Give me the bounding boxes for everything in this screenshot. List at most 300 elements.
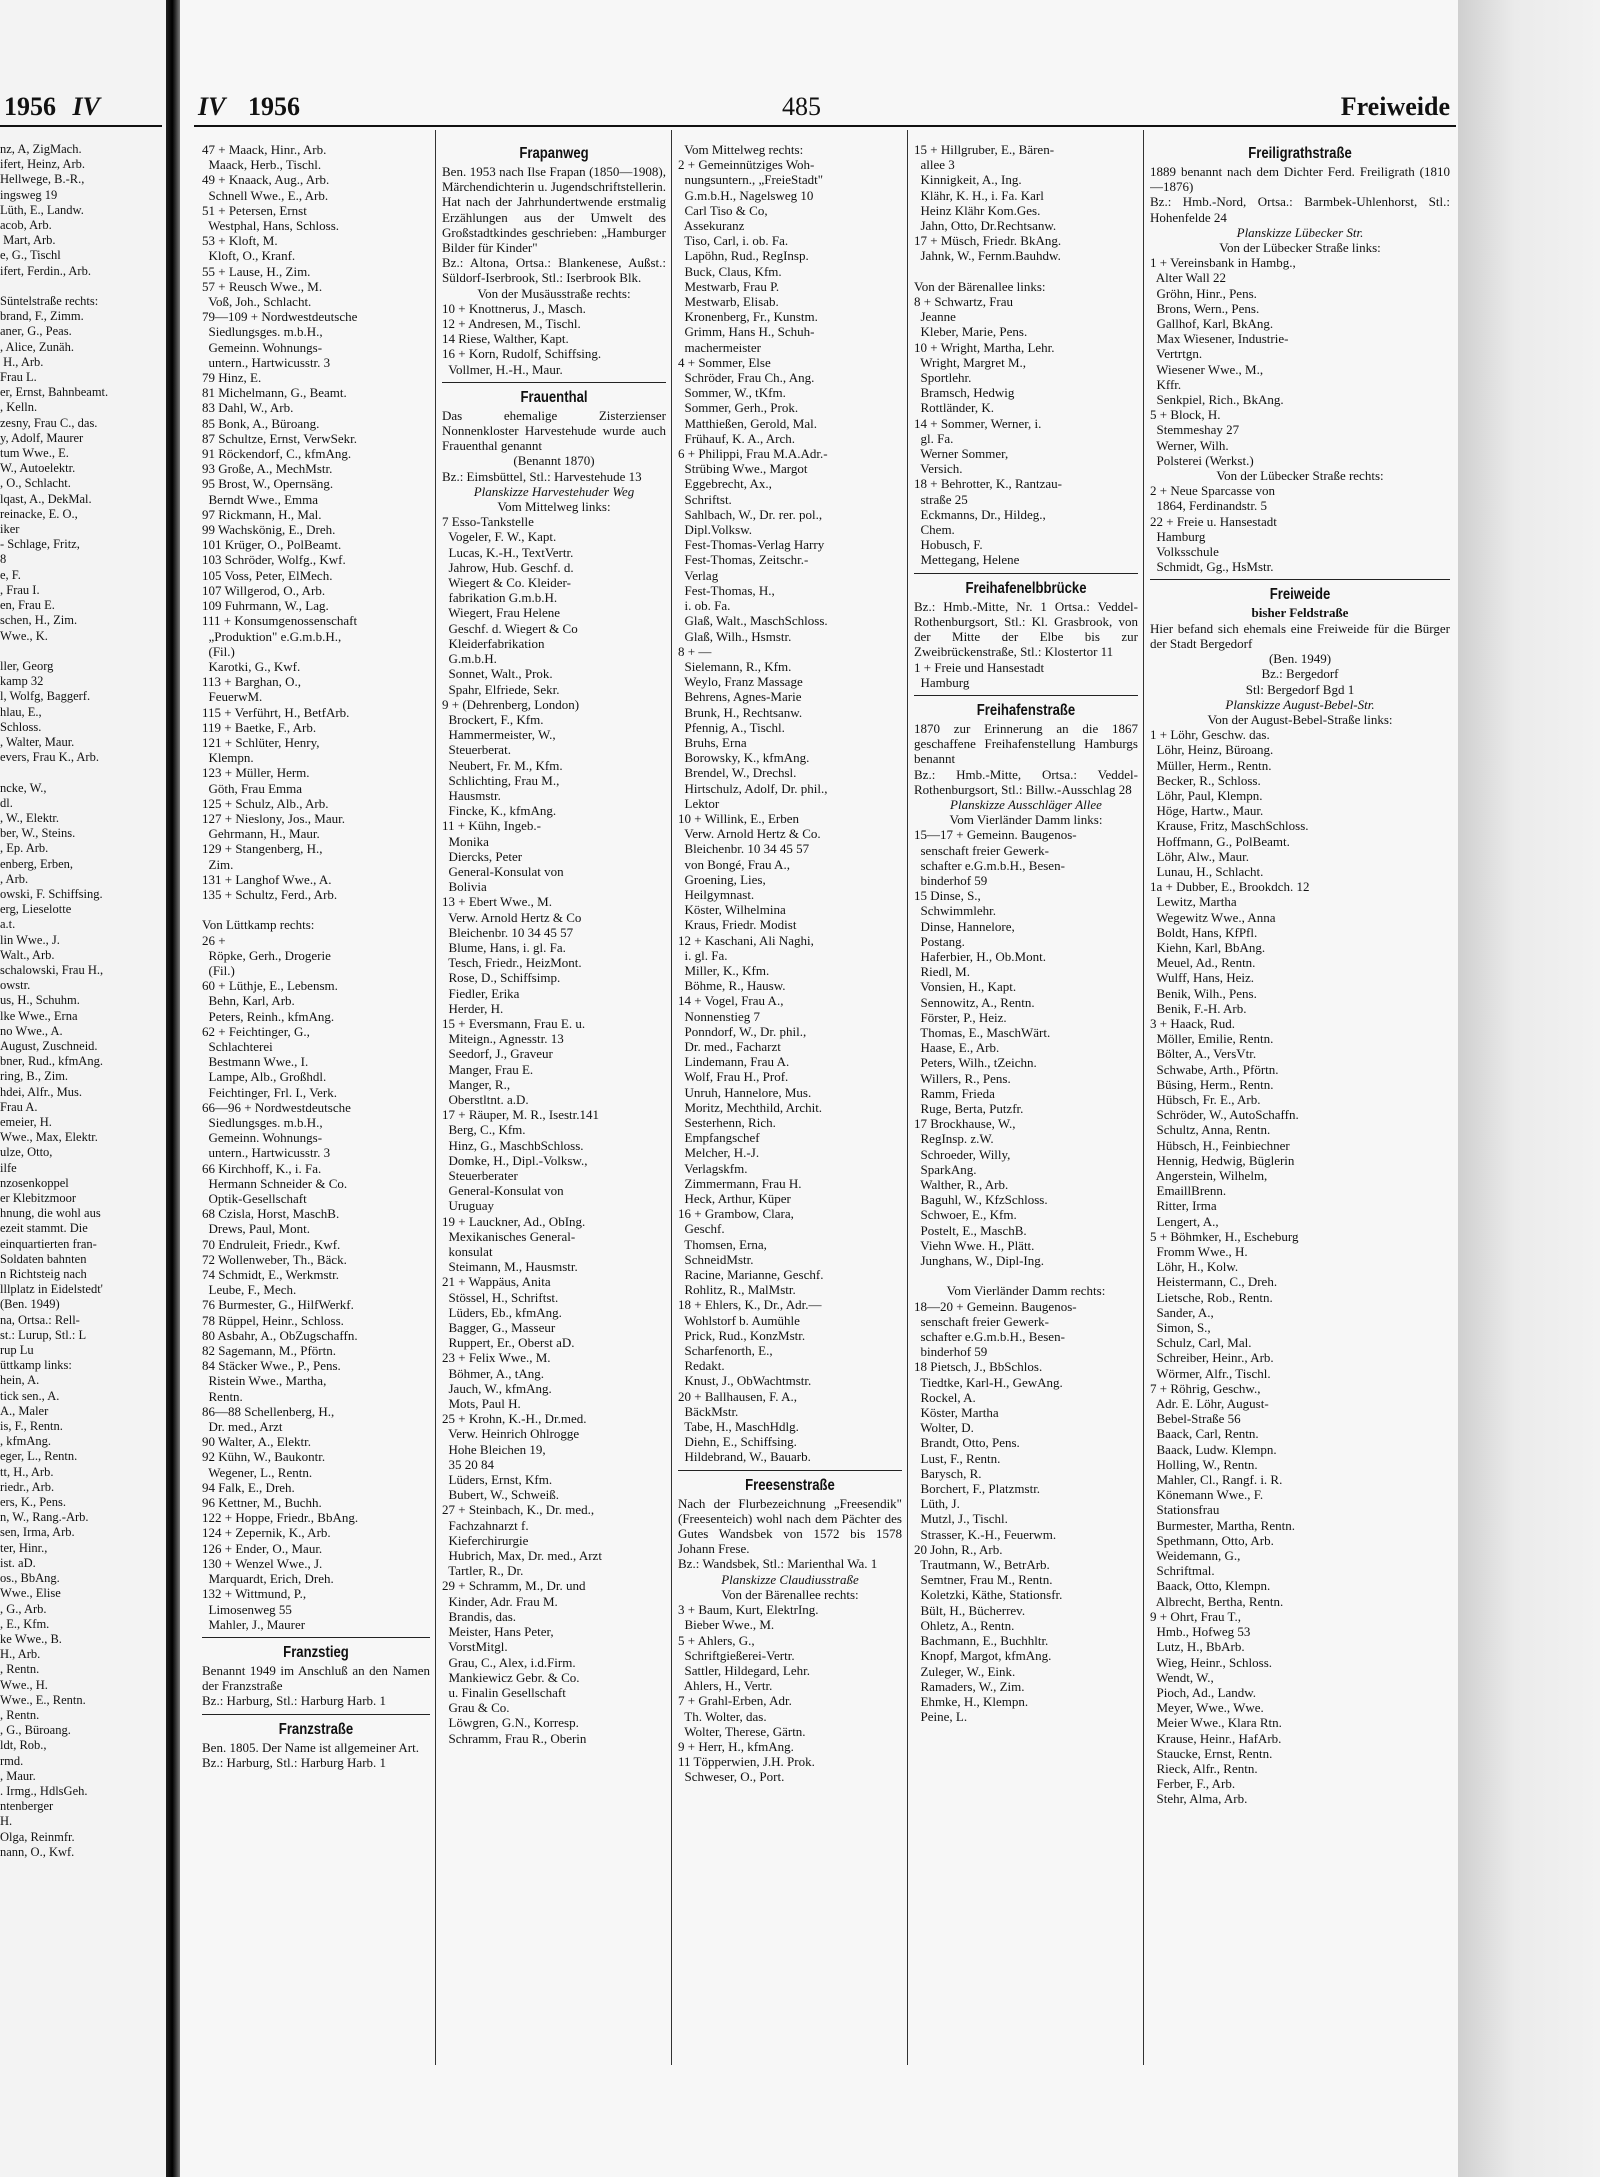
directory-entry: Hohe Bleichen 19, bbox=[442, 1441, 546, 1457]
column-rule-2 bbox=[671, 130, 672, 2065]
entries bbox=[442, 301, 666, 377]
directory-entry: Glaß, Wilh., Hsmstr. bbox=[678, 628, 792, 644]
directory-entry: , Kelln. bbox=[0, 400, 38, 415]
directory-entry: Schulz, Carl, Mal. bbox=[1150, 1335, 1252, 1351]
directory-entry: Hamburg bbox=[914, 674, 970, 690]
directory-entry: Kinder, Adr. Frau M. bbox=[442, 1593, 558, 1609]
directory-entry: Manger, R., bbox=[442, 1076, 511, 1092]
directory-entry: zesny, Frau C., das. bbox=[0, 415, 98, 430]
directory-entry: Löhr, Alw., Maur. bbox=[1150, 848, 1250, 864]
directory-entry: Grau & Co. bbox=[442, 1700, 510, 1716]
directory-entry: EmaillBrenn. bbox=[1150, 1183, 1227, 1199]
left-page-volume: IV bbox=[72, 92, 100, 121]
directory-entry: u. Finalin Gesellschaft bbox=[442, 1684, 566, 1700]
directory-entry: 14 Riese, Walther, Kapt. bbox=[442, 331, 569, 347]
directory-entry: Schriftmal. bbox=[1150, 1563, 1215, 1579]
column-rule-1 bbox=[435, 130, 436, 2065]
directory-entry: 9 + (Dehrenberg, London) bbox=[442, 696, 580, 712]
column-3 bbox=[678, 142, 902, 2052]
directory-entry: Neubert, Fr. M., Kfm. bbox=[442, 757, 563, 773]
directory-entry: Meier Wwe., Klara Rtn. bbox=[1150, 1715, 1282, 1731]
directory-entry: 76 Burmester, G., HilfWerkf. bbox=[202, 1297, 354, 1313]
directory-entry: Fromm Wwe., H. bbox=[1150, 1244, 1248, 1260]
directory-entry: Bölter, A., VersVtr. bbox=[1150, 1046, 1257, 1062]
directory-entry: 19 + Lauckner, Ad., ObIng. bbox=[442, 1213, 586, 1229]
directory-entry: eger, L., Rentn. bbox=[0, 1449, 78, 1464]
directory-entry: untern., Hartwicusstr. 3 bbox=[202, 1145, 331, 1161]
directory-entry: os., BbAng. bbox=[0, 1571, 60, 1586]
directory-entry: 1a + Dubber, E., Brookdch. 12 bbox=[1150, 879, 1310, 895]
directory-entry: Dinse, Hannelore, bbox=[914, 918, 1015, 934]
directory-entry: Schreiber, Heinr., Arb. bbox=[1150, 1350, 1274, 1366]
directory-entry: Vom Mittelweg rechts: bbox=[678, 142, 804, 157]
directory-entry: evers, Frau K., Arb. bbox=[0, 750, 99, 765]
left-page-year: 1956 bbox=[4, 92, 56, 121]
directory-entry: Kleiderfabrikation bbox=[442, 635, 545, 651]
street-heading-freiligrathstrasse: Freiligrathstraße bbox=[1248, 145, 1352, 162]
directory-entry: Heistermann, C., Dreh. bbox=[1150, 1274, 1278, 1290]
separator bbox=[914, 695, 1138, 696]
directory-entry: 14 + Sommer, Werner, i. bbox=[914, 415, 1042, 431]
directory-entry: Drews, Paul, Mont. bbox=[202, 1221, 310, 1237]
directory-entry: Gehrmann, H., Maur. bbox=[202, 826, 320, 842]
directory-entry: Limosenweg 55 bbox=[202, 1601, 292, 1617]
directory-entry: 8 + — bbox=[678, 643, 712, 659]
directory-entry: Wiegert, Frau Helene bbox=[442, 605, 560, 621]
directory-entry: Rose, D., Schiffsimp. bbox=[442, 970, 561, 986]
directory-entry: 95 Brost, W., Opernsäng. bbox=[202, 476, 334, 492]
directory-entry: tt, H., Arb. bbox=[0, 1464, 54, 1479]
directory-entry: Kffr. bbox=[1150, 376, 1182, 392]
directory-entry: Lunau, H., Schlacht. bbox=[1150, 863, 1264, 879]
directory-entry: Junghans, W., Dipl-Ing. bbox=[914, 1253, 1044, 1269]
directory-entry: Fest-Thomas, H., bbox=[678, 582, 775, 598]
directory-entry: Bült, H., Bücherrev. bbox=[914, 1602, 1026, 1618]
directory-entry: 1864, Ferdinandstr. 5 bbox=[1150, 498, 1267, 514]
directory-entry: Koletzki, Käthe, Stationsfr. bbox=[914, 1587, 1063, 1603]
directory-entry: Peters, Wilh., tZeichn. bbox=[914, 1055, 1037, 1071]
directory-entry: Fincke, K., kfmAng. bbox=[442, 803, 557, 819]
directory-entry: Benik, Wilh., Pens. bbox=[1150, 985, 1257, 1001]
directory-entry: Alter Wall 22 bbox=[1150, 270, 1226, 286]
directory-entry: senschaft freier Gewerk- bbox=[914, 1313, 1049, 1329]
directory-entry: Grimm, Hans H., Schuh- bbox=[678, 324, 815, 340]
directory-entry: 79 Hinz, E. bbox=[202, 370, 262, 386]
directory-entry: Frühauf, K. A., Arch. bbox=[678, 430, 795, 446]
directory-entry: Verlag bbox=[678, 567, 719, 583]
directory-entry: „Produktion" e.G.m.b.H., bbox=[202, 628, 342, 644]
directory-entry: 3 + Haack, Rud. bbox=[1150, 1015, 1235, 1031]
section-heading: Von der Lübecker Straße rechts: bbox=[1216, 468, 1384, 484]
directory-entry: aner, G., Peas. bbox=[0, 324, 72, 339]
directory-entry: Jahn, Otto, Dr.Rechtsanw. bbox=[914, 218, 1057, 234]
directory-entry: Versich. bbox=[914, 461, 963, 477]
directory-entry: Hellwege, B.-R., bbox=[0, 172, 85, 187]
directory-entry: Ruge, Berta, Putzfr. bbox=[914, 1100, 1024, 1116]
directory-entry: Könemann Wwe., F. bbox=[1150, 1487, 1264, 1503]
directory-entry: Peine, L. bbox=[914, 1709, 968, 1725]
directory-entry: Unruh, Hannelore, Mus. bbox=[678, 1084, 812, 1100]
directory-entry: (Fil.) bbox=[202, 643, 235, 659]
directory-entry: 97 Rickmann, H., Mal. bbox=[202, 506, 322, 522]
directory-entry: Jauch, W., kfmAng. bbox=[442, 1380, 552, 1396]
directory-entry: Peters, Reinh., kfmAng. bbox=[202, 1008, 335, 1024]
directory-entry: Voß, Joh., Schlacht. bbox=[202, 294, 312, 310]
directory-entry: Steimann, M., Hausmstr. bbox=[442, 1259, 578, 1275]
directory-entry: Burmester, Martha, Rentn. bbox=[1150, 1517, 1295, 1533]
directory-entry: Brendel, W., Drechsl. bbox=[678, 765, 797, 781]
directory-entry: 111 + Konsumgenossenschaft bbox=[202, 613, 358, 629]
directory-entry: Hinz, G., MaschbSchloss. bbox=[442, 1137, 584, 1153]
directory-entry: , Ep. Arb. bbox=[0, 841, 49, 856]
directory-entry: Dr. med., Arzt bbox=[202, 1419, 283, 1435]
left-page-column bbox=[0, 142, 164, 2052]
directory-entry: Verw. Arnold Hertz & Co bbox=[442, 909, 582, 925]
directory-entry: owstr. bbox=[0, 978, 31, 993]
directory-entry: ifert, Ferdin., Arb. bbox=[0, 263, 91, 278]
directory-entry: G.m.b.H., Nagelsweg 10 bbox=[678, 187, 814, 203]
column-rule-4 bbox=[1143, 130, 1144, 2065]
directory-entry: Blume, Hans, i. gl. Fa. bbox=[442, 939, 566, 955]
directory-entry: 85 Bonk, A., Büroang. bbox=[202, 415, 320, 431]
directory-entry: Th. Wolter, das. bbox=[678, 1708, 767, 1724]
directory-entry: Rohlitz, R., MalMstr. bbox=[678, 1282, 796, 1298]
directory-entry: 103 Schröder, Wolfg., Kwf. bbox=[202, 552, 346, 568]
directory-entry: 20 + Ballhausen, F. A., bbox=[678, 1388, 797, 1404]
directory-entry: Tartler, R., Dr. bbox=[442, 1563, 524, 1579]
directory-entry: 83 Dahl, W., Arb. bbox=[202, 400, 294, 416]
directory-entry: Schwoer, E., Kfm. bbox=[914, 1207, 1017, 1223]
directory-entry: Löwgren, G.N., Korresp. bbox=[442, 1715, 579, 1731]
directory-entry: Hermann Schneider & Co. bbox=[202, 1175, 348, 1191]
directory-entry: lke Wwe., Erna bbox=[0, 1008, 78, 1023]
directory-entry: schafter e.G.m.b.H., Besen- bbox=[914, 857, 1065, 873]
directory-entry: 55 + Lause, H., Zim. bbox=[202, 263, 311, 279]
directory-entry: 62 + Feichtinger, G., bbox=[202, 1023, 310, 1039]
directory-entry: Olga, Reinmfr. bbox=[0, 1829, 75, 1844]
directory-entry: Fiedler, Erika bbox=[442, 985, 520, 1001]
directory-entry: 53 + Kloft, M. bbox=[202, 233, 278, 249]
directory-entry: , Arb. bbox=[0, 871, 29, 886]
directory-entry: Hobusch, F. bbox=[914, 537, 983, 553]
directory-entry: von Bongé, Frau A., bbox=[678, 856, 790, 872]
directory-entry: 11 Töpperwien, J.H. Prok. bbox=[678, 1754, 815, 1770]
directory-entry: e, F. bbox=[0, 567, 21, 582]
directory-entry: Westphal, Hans, Schloss. bbox=[202, 218, 340, 234]
directory-entry: l, Wolfg, Baggerf. bbox=[0, 689, 91, 704]
directory-entry: Ohletz, A., Rentn. bbox=[914, 1617, 1015, 1633]
directory-entry: 125 + Schulz, Alb., Arb. bbox=[202, 795, 329, 811]
directory-entry: 60 + Lüthje, E., Lebensm. bbox=[202, 978, 338, 994]
directory-entry: 5 + Ahlers, G., bbox=[678, 1632, 755, 1648]
directory-entry: er Klebitzmoor bbox=[0, 1191, 77, 1206]
directory-entry: us, H., Schuhm. bbox=[0, 993, 80, 1008]
section-heading: Von der August-Bebel-Straße links: bbox=[1207, 711, 1393, 727]
directory-entry: Gemeinn. Wohnungs- bbox=[202, 339, 323, 355]
directory-entry: 4 + Sommer, Else bbox=[678, 354, 771, 370]
directory-entry: 7 + Grahl-Erben, Adr. bbox=[678, 1693, 792, 1709]
directory-entry: Zimmermann, Frau H. bbox=[678, 1175, 802, 1191]
directory-entry: Sesterhenn, Rich. bbox=[678, 1115, 776, 1130]
entries bbox=[914, 660, 1138, 690]
directory-entry: Klähr, K. H., i. Fa. Karl bbox=[914, 187, 1044, 203]
directory-entry: Löhr, Heinz, Büroang. bbox=[1150, 742, 1274, 758]
directory-entry: 9 + Ohrt, Frau T., bbox=[1150, 1608, 1241, 1624]
street-heading-freihafenelbbruecke: Freihafenelbbrücke bbox=[965, 579, 1087, 597]
directory-entry: Ruppert, Er., Oberst aD. bbox=[442, 1335, 575, 1351]
street-heading-freiweide: Freiweide bbox=[1269, 586, 1331, 604]
directory-entry: Siedlungsges. m.b.H., bbox=[202, 1115, 323, 1130]
directory-entry: 113 + Barghan, O., bbox=[202, 674, 302, 690]
directory-entry: Förster, P., Heiz. bbox=[914, 1009, 1007, 1025]
directory-entry: 84 Stäcker Wwe., P., Pens. bbox=[202, 1358, 341, 1374]
street-heading-frapanweg: Frapanweg bbox=[519, 145, 589, 162]
directory-entry: Chem. bbox=[914, 522, 955, 538]
directory-entry: Schloss. bbox=[0, 719, 42, 734]
directory-entry: Mart, Arb. bbox=[0, 233, 56, 248]
naming-year: (Benannt 1870) bbox=[513, 453, 595, 469]
directory-entry: 29 + Schramm, M., Dr. und bbox=[442, 1578, 586, 1594]
directory-entry: 49 + Knaack, Aug., Arb. bbox=[202, 172, 330, 188]
directory-entry: VorstMitgl. bbox=[442, 1639, 508, 1655]
directory-entry: rmd. bbox=[0, 1753, 24, 1768]
directory-entry: Stemmeshay 27 bbox=[1150, 422, 1240, 438]
directory-entry: Behn, Karl, Arb. bbox=[202, 993, 295, 1009]
directory-entry: Wiegert & Co. Kleider- bbox=[442, 575, 571, 591]
directory-entry: Wwe., Max, Elektr. bbox=[0, 1130, 98, 1145]
directory-entry: ilfe bbox=[0, 1160, 17, 1175]
directory-entry: 126 + Ender, O., Maur. bbox=[202, 1540, 323, 1556]
directory-entry: ldt, Rob., bbox=[0, 1738, 47, 1753]
directory-entry: Borchert, F., Platzmstr. bbox=[914, 1481, 1041, 1497]
directory-entry: Hoffmann, G., PolBeamt. bbox=[1150, 833, 1290, 849]
directory-entry: 1 + Löhr, Geschw. das. bbox=[1150, 727, 1270, 743]
directory-entry bbox=[0, 279, 164, 294]
directory-entry: dl. bbox=[0, 795, 13, 810]
directory-entry: Steuerberat. bbox=[442, 742, 511, 758]
page-number: 485 bbox=[782, 92, 821, 121]
directory-entry: Sennowitz, A., Rentn. bbox=[914, 994, 1035, 1010]
book-gutter bbox=[166, 0, 180, 2177]
directory-entry: Bestmann Wwe., I. bbox=[202, 1054, 309, 1070]
directory-entry: 12 + Andresen, M., Tischl. bbox=[442, 316, 581, 332]
column-1-entries bbox=[202, 142, 430, 1632]
directory-entry: Grau, C., Alex, i.d.Firm. bbox=[442, 1654, 576, 1670]
page-header-left bbox=[198, 92, 300, 122]
directory-entry: Dipl.Volksw. bbox=[678, 522, 753, 538]
directory-entry: Frau A. bbox=[0, 1099, 38, 1114]
directory-entry: , G., Büroang. bbox=[0, 1723, 71, 1738]
directory-entry: Kiehn, Karl, BbAng. bbox=[1150, 939, 1266, 955]
directory-entry: Leube, F., Mech. bbox=[202, 1282, 297, 1298]
directory-entry: a.t. bbox=[0, 917, 16, 932]
directory-entry: Soldaten bahnten bbox=[0, 1251, 87, 1266]
directory-entry: Baack, Ludw. Klempn. bbox=[1150, 1441, 1277, 1457]
directory-entry: Prick, Rud., KonzMstr. bbox=[678, 1327, 806, 1343]
directory-entry: 7 Esso-Tankstelle bbox=[442, 514, 534, 530]
directory-entry: 9 + Herr, H., kfmAng. bbox=[678, 1738, 794, 1754]
directory-entry: Lüders, Eb., kfmAng. bbox=[442, 1304, 562, 1320]
directory-entry: Wegener, L., Rentn. bbox=[202, 1464, 313, 1480]
entries bbox=[914, 827, 1138, 1283]
directory-entry: Sander, A., bbox=[1150, 1304, 1214, 1320]
directory-entry: Lüders, Ernst, Kfm. bbox=[442, 1472, 553, 1488]
street-address: Bz.: Hmb.-Nord, Ortsa.: Barmbek-Uhlenhorst, Stl.: Hohenfelde 24 bbox=[1150, 194, 1450, 225]
directory-entry: Postelt, E., MaschB. bbox=[914, 1222, 1027, 1238]
directory-entry: Simon, S., bbox=[1150, 1320, 1211, 1336]
directory-entry: kamp 32 bbox=[0, 674, 44, 689]
directory-entry: Jahrow, Hub. Geschf. d. bbox=[442, 559, 574, 575]
directory-entry: Gallhof, Karl, BkAng. bbox=[1150, 316, 1274, 332]
directory-entry: Schwimmlehr. bbox=[914, 903, 996, 919]
directory-entry: 17 Brockhause, W., bbox=[914, 1116, 1016, 1132]
directory-entry bbox=[914, 264, 1138, 279]
directory-entry: 2 + Neue Sparcasse von bbox=[1150, 483, 1276, 499]
directory-entry: Haase, E., Arb. bbox=[914, 1040, 1000, 1056]
directory-entry: 5 + Böhmker, H., Escheburg bbox=[1150, 1228, 1299, 1244]
directory-entry: Dr. med., Facharzt bbox=[678, 1038, 781, 1054]
directory-entry: Bolivia bbox=[442, 879, 487, 895]
directory-entry: Schwabe, Arth., Pförtn. bbox=[1150, 1061, 1279, 1077]
directory-entry: sen, Irma, Arb. bbox=[0, 1525, 75, 1540]
directory-entry: acob, Arb. bbox=[0, 218, 52, 233]
directory-entry: 57 + Reusch Wwe., M. bbox=[202, 278, 323, 294]
column-5 bbox=[1150, 142, 1450, 2052]
directory-entry: tum Wwe., E. bbox=[0, 446, 69, 461]
directory-entry: Behrens, Agnes-Marie bbox=[678, 689, 802, 705]
entries bbox=[442, 514, 666, 1745]
directory-entry: 68 Czisla, Horst, MaschB. bbox=[202, 1206, 340, 1222]
directory-entry: Bebel-Straße 56 bbox=[1150, 1411, 1241, 1427]
directory-entry: 80 Asbahr, A., ObZugschaffn. bbox=[202, 1327, 358, 1343]
directory-entry: ring, B., Zim. bbox=[0, 1069, 69, 1084]
directory-entry: , Rentn. bbox=[0, 1707, 40, 1722]
directory-entry: Höge, Hartw., Maur. bbox=[1150, 803, 1264, 819]
directory-entry: straße 25 bbox=[914, 491, 968, 507]
directory-entry: Eckmanns, Dr., Hildeg., bbox=[914, 506, 1046, 522]
directory-entry: iker bbox=[0, 522, 20, 537]
directory-entry: 10 + Willink, E., Erben bbox=[678, 810, 800, 826]
header-rule bbox=[194, 125, 1456, 127]
directory-entry: 135 + Schultz, Ferd., Arb. bbox=[202, 886, 338, 902]
directory-entry: Wendt, W., bbox=[1150, 1669, 1214, 1685]
directory-entry: Hennig, Hedwig, Büglerin bbox=[1150, 1152, 1295, 1168]
directory-entry: 79—109 + Nordwestdeutsche bbox=[202, 309, 358, 325]
directory-entry: 66 Kirchhoff, K., i. Fa. bbox=[202, 1160, 322, 1176]
directory-entry: Schröder, Frau Ch., Ang. bbox=[678, 370, 815, 386]
directory-entry: Berndt Wwe., Emma bbox=[202, 491, 319, 507]
directory-entry: Marquardt, Erich, Dreh. bbox=[202, 1571, 334, 1587]
directory-entry: 12 + Kaschani, Ali Naghi, bbox=[678, 932, 814, 948]
directory-entry: Heck, Arthur, Küper bbox=[678, 1191, 791, 1207]
directory-entry: Hildebrand, W., Bauarb. bbox=[678, 1449, 811, 1465]
directory-entry: Postang. bbox=[914, 933, 965, 949]
directory-entry: Fest-Thomas, Zeitschr.- bbox=[678, 552, 809, 568]
directory-entry: binderhof 59 bbox=[914, 1344, 988, 1360]
directory-entry: Löhr, Paul, Klempn. bbox=[1150, 787, 1263, 803]
directory-entry: General-Konsulat von bbox=[442, 1183, 564, 1199]
directory-entry: en, Frau E. bbox=[0, 598, 55, 613]
directory-entry: Hübsch, Fr. E., Arb. bbox=[1150, 1091, 1261, 1107]
directory-entry: Ehmke, H., Klempn. bbox=[914, 1693, 1029, 1709]
directory-entry: ke Wwe., B. bbox=[0, 1631, 62, 1646]
directory-entry: erg, Lieselotte bbox=[0, 902, 72, 917]
directory-entry: Strasser, K.-H., Feuerwm. bbox=[914, 1526, 1057, 1542]
directory-entry: 122 + Hoppe, Friedr., BbAng. bbox=[202, 1510, 359, 1526]
directory-entry: A., Maler bbox=[0, 1403, 49, 1418]
left-page-header bbox=[4, 92, 100, 122]
separator bbox=[678, 1470, 902, 1471]
page-volume: IV bbox=[198, 92, 226, 121]
directory-entry: General-Konsulat von bbox=[442, 863, 564, 879]
directory-entry: Diehn, E., Schiffsing. bbox=[678, 1434, 797, 1450]
directory-entry: machermeister bbox=[678, 339, 762, 355]
directory-entry: Kieferchirurgie bbox=[442, 1532, 529, 1548]
section-heading: Vom Vierländer Damm links: bbox=[949, 812, 1103, 828]
directory-entry: 27 + Steinbach, K., Dr. med., bbox=[442, 1502, 595, 1518]
directory-entry: Büsing, Herm., Rentn. bbox=[1150, 1076, 1274, 1092]
directory-entry: Lietsche, Rob., Rentn. bbox=[1150, 1289, 1273, 1305]
directory-entry: Von der Bärenallee links: bbox=[914, 278, 1046, 294]
directory-entry: Senkpiel, Rich., BkAng. bbox=[1150, 392, 1284, 408]
directory-entry: Lektor bbox=[678, 795, 720, 811]
directory-entry: 130 + Wenzel Wwe., J. bbox=[202, 1555, 323, 1571]
directory-entry: Herder, H. bbox=[442, 1000, 504, 1016]
directory-entry: is, F., Rentn. bbox=[0, 1419, 63, 1434]
directory-entry: Melcher, H.-J. bbox=[678, 1145, 760, 1161]
directory-entry: 15—17 + Gemeinn. Baugenos- bbox=[914, 827, 1077, 843]
directory-entry: . Irmg., HdlsGeh. bbox=[0, 1783, 88, 1798]
column-4 bbox=[914, 142, 1138, 2052]
directory-entry: Spethmann, Otto, Arb. bbox=[1150, 1532, 1274, 1548]
directory-entry: Wegewitz Wwe., Anna bbox=[1150, 909, 1276, 925]
directory-entry: 18 + Behrotter, K., Rantzau- bbox=[914, 476, 1062, 492]
directory-entry: Ahlers, H., Vertr. bbox=[678, 1678, 773, 1694]
street-description: Hier befand sich ehemals eine Freiweide für die Bürger der Stadt Bergedorf bbox=[1150, 620, 1450, 651]
directory-entry: Klempn. bbox=[202, 750, 254, 766]
directory-entry: G.m.b.H. bbox=[442, 651, 497, 667]
directory-entry: Lengert, A., bbox=[1150, 1213, 1219, 1229]
directory-entry: Schweser, O., Port. bbox=[678, 1769, 785, 1785]
plan-reference: Planskizze Lübecker Str. bbox=[1236, 224, 1364, 240]
directory-entry: 87 Schultze, Ernst, VerwSekr. bbox=[202, 430, 358, 446]
section-heading: Von der Musäusstraße rechts: bbox=[477, 285, 631, 301]
directory-entry: Maack, Herb., Tischl. bbox=[202, 157, 322, 173]
directory-entry: 15 Dinse, S., bbox=[914, 888, 981, 904]
directory-entry: Siedlungsges. m.b.H., bbox=[202, 324, 323, 340]
directory-entry: Mestwarb, Elisab. bbox=[678, 294, 779, 310]
directory-entry: Stehr, Alma, Arb. bbox=[1150, 1791, 1248, 1807]
directory-entry: no Wwe., A. bbox=[0, 1023, 63, 1038]
directory-entry: , Rentn. bbox=[0, 1662, 40, 1677]
directory-entry: Schlichting, Frau M., bbox=[442, 772, 560, 788]
plan-reference: Planskizze Ausschläger Allee bbox=[950, 796, 1102, 812]
directory-entry: Tiedtke, Karl-H., GewAng. bbox=[914, 1374, 1063, 1390]
directory-entry: Optik-Gesellschaft bbox=[202, 1191, 307, 1207]
directory-entry: ter, Hinr., bbox=[0, 1540, 48, 1555]
directory-entry: 8 bbox=[0, 552, 7, 567]
plan-reference: Planskizze Claudiusstraße bbox=[721, 1571, 859, 1587]
street-address: Bz.: Hmb.-Mitte, Ortsa.: Veddel-Rothenburgsort, Stl.: Billw.-Ausschlag 28 bbox=[914, 766, 1138, 797]
directory-entry: n Richtsteig nach bbox=[0, 1267, 87, 1282]
directory-entry: (Ben. 1949) bbox=[0, 1297, 60, 1312]
directory-entry: Verw. Arnold Hertz & Co. bbox=[678, 826, 821, 842]
directory-entry: 132 + Wittmund, P., bbox=[202, 1586, 307, 1602]
directory-entry: Hammermeister, W., bbox=[442, 727, 556, 743]
directory-entry: Kleber, Marie, Pens. bbox=[914, 324, 1028, 340]
directory-entry: enberg, Erben, bbox=[0, 856, 74, 871]
directory-entry: Verw. Heinrich Ohlrogge bbox=[442, 1426, 580, 1442]
